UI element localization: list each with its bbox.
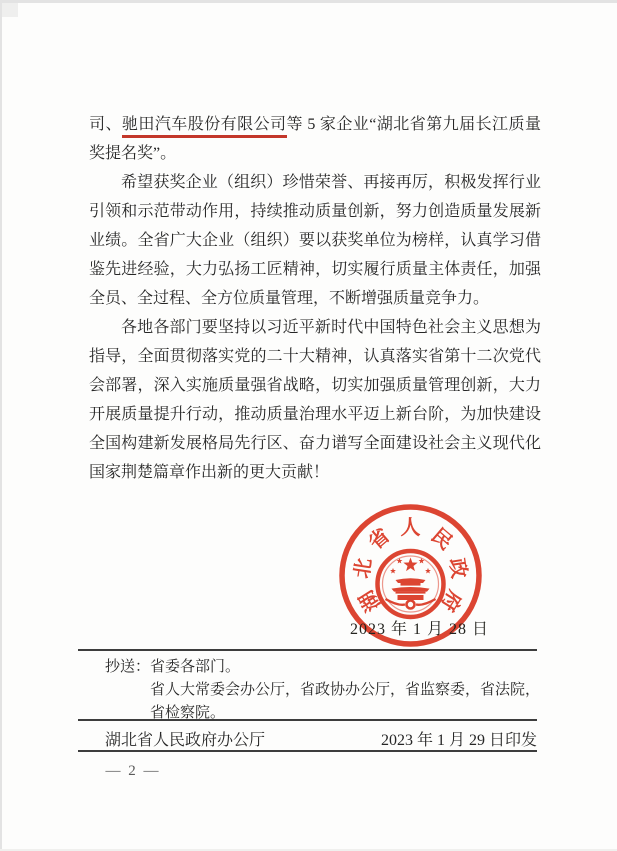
- para1-suffix: 等 5 家企业“湖北省第九届长江质量: [286, 116, 541, 133]
- national-emblem-icon: [378, 551, 444, 617]
- svg-text:湖: 湖: [355, 586, 385, 615]
- issuer-name: 湖北省人民政府办公厅: [105, 732, 266, 749]
- cc-line-1: 省委各部门。: [150, 659, 241, 675]
- cc-line-3: 省检察院。: [150, 705, 226, 721]
- scan-edge-left: [0, 0, 2, 851]
- cc-block: [105, 656, 545, 725]
- para3-line5: 全国构建新发展格局先行区、奋力谱写全面建设社会主义现代化: [89, 435, 541, 452]
- para3-line3: 会部署，深入实施质量强省战略，切实加强质量管理创新，大力: [89, 377, 541, 394]
- para3-line4: 开展质量提升行动，推动质量治理水平迈上新台阶，为加快建设: [89, 406, 541, 423]
- para2-line4: 鉴先进经验，大力弘扬工匠精神，切实履行质量主体责任，加强: [89, 261, 541, 278]
- cc-line-2: 省人大常委会办公厅，省政协办公厅，省监察委，省法院，: [150, 682, 541, 698]
- para3-line6: 国家荆楚篇章作出新的更大贡献！: [89, 464, 330, 481]
- document-body: [89, 110, 541, 487]
- footer-divider-bottom: [78, 750, 537, 752]
- para3-line1: 各地各部门要坚持以习近平新时代中国特色社会主义思想为: [121, 319, 541, 336]
- para1-line2: 奖提名奖”。: [89, 145, 177, 162]
- company-name-underlined: 驰田汽车股份有限公司: [122, 116, 287, 138]
- issuer-row: [105, 727, 537, 750]
- svg-text:政: 政: [445, 556, 470, 580]
- page-number: — 2 —: [105, 763, 161, 779]
- svg-text:北: 北: [351, 556, 376, 580]
- footer-divider-top: [78, 649, 537, 651]
- para2-line2: 引领和示范带动作用，持续推动质量创新，努力创造质量发展新: [89, 203, 541, 220]
- svg-text:人: 人: [400, 517, 421, 539]
- cc-label: 抄送：: [105, 659, 151, 675]
- svg-text:府: 府: [436, 586, 466, 615]
- para1-prefix: 司、: [89, 116, 122, 133]
- scan-edge-top: [0, 0, 617, 3]
- scan-corner-shade: [2, 3, 18, 17]
- svg-text:民: 民: [426, 524, 457, 555]
- signing-date: 2023 年 1 月 28 日: [350, 621, 490, 638]
- svg-text:省: 省: [364, 524, 395, 555]
- para2-line5: 全员、全过程、全方位质量管理，不断增强质量竞争力。: [89, 290, 490, 307]
- para2-line3: 业绩。全省广大企业（组织）要以获奖单位为榜样，认真学习借: [89, 232, 541, 249]
- cc-lines: [150, 656, 545, 725]
- para1-line1: [89, 110, 541, 139]
- para3-line2: 指导，全面贯彻落实党的二十大精神，认真落实省第十二次党代: [89, 348, 541, 365]
- print-date: 2023 年 1 月 29 日印发: [380, 732, 537, 749]
- para2-line1: 希望获奖企业（组织）珍惜荣誉、再接再厉，积极发挥行业: [121, 174, 541, 191]
